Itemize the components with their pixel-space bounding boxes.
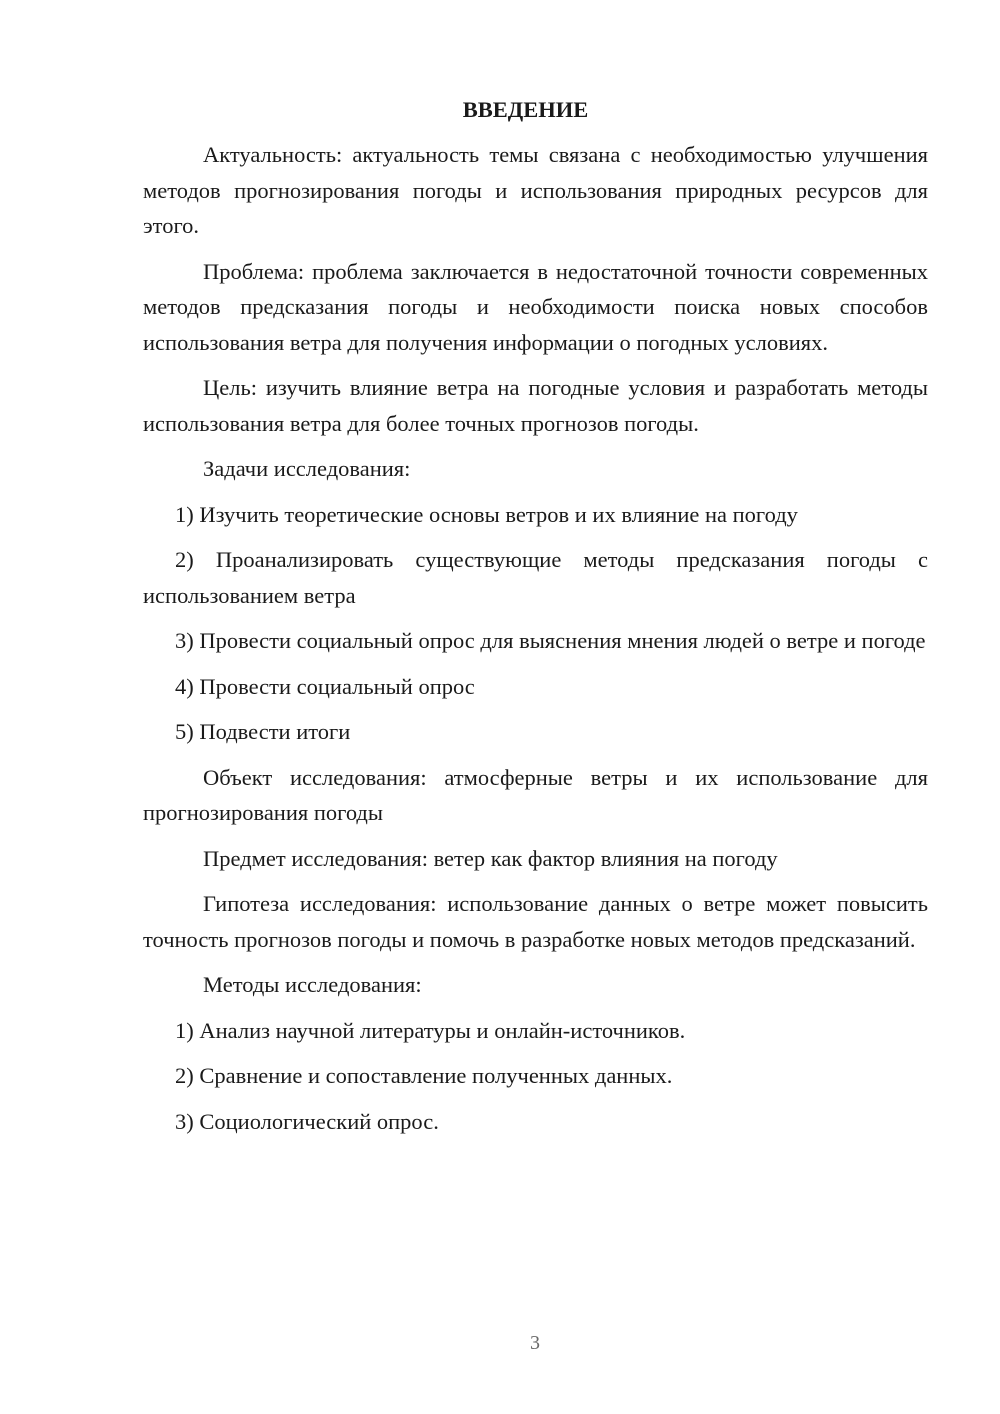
relevance-paragraph: Актуальность: актуальность темы связана с необходимостью улучшения методов прогнозирования погоды и использования природных ресурсов для этого. — [143, 142, 928, 238]
task-item: 4) Провести социальный опрос — [175, 673, 475, 699]
task-item: 5) Подвести итоги — [175, 719, 351, 744]
research-subject-paragraph: Предмет исследования: ветер как фактор влияния на погоду — [203, 845, 778, 871]
method-item: 2) Сравнение и сопоставление полученных данных. — [175, 1063, 673, 1088]
method-item: 1) Анализ научной литературы и онлайн-источников. — [175, 1017, 686, 1043]
task-item: 3) Провести социальный опрос для выяснения мнения людей о ветре и погоде — [175, 628, 926, 653]
page-number: 3 — [530, 1332, 540, 1354]
tasks-heading: Задачи исследования: — [203, 456, 411, 481]
page-content — [143, 92, 928, 1149]
task-item: 1) Изучить теоретические основы ветров и их влияние на погоду — [175, 501, 798, 527]
section-title: ВВЕДЕНИЕ — [462, 97, 589, 122]
research-object-paragraph: Объект исследования: атмосферные ветры и их использование для прогнозирования погоды — [143, 764, 928, 825]
methods-heading: Методы исследования: — [203, 972, 422, 997]
method-item: 3) Социологический опрос. — [175, 1108, 439, 1134]
hypothesis-paragraph: Гипотеза исследования: использование данных о ветре может повысить точность прогнозов погоды и помочь в разработке новых методов предсказаний. — [143, 891, 928, 952]
goal-paragraph: Цель: изучить влияние ветра на погодные условия и разработать методы использования ветра для более точных прогнозов погоды. — [143, 375, 928, 436]
problem-paragraph: Проблема: проблема заключается в недостаточной точности современных методов предсказания погоды и необходимости поиска новых способов использования ветра для получения информации о погодных условиях. — [143, 258, 928, 355]
task-item: 2) Проанализировать существующие методы предсказания погоды с использованием ветра — [143, 547, 928, 608]
